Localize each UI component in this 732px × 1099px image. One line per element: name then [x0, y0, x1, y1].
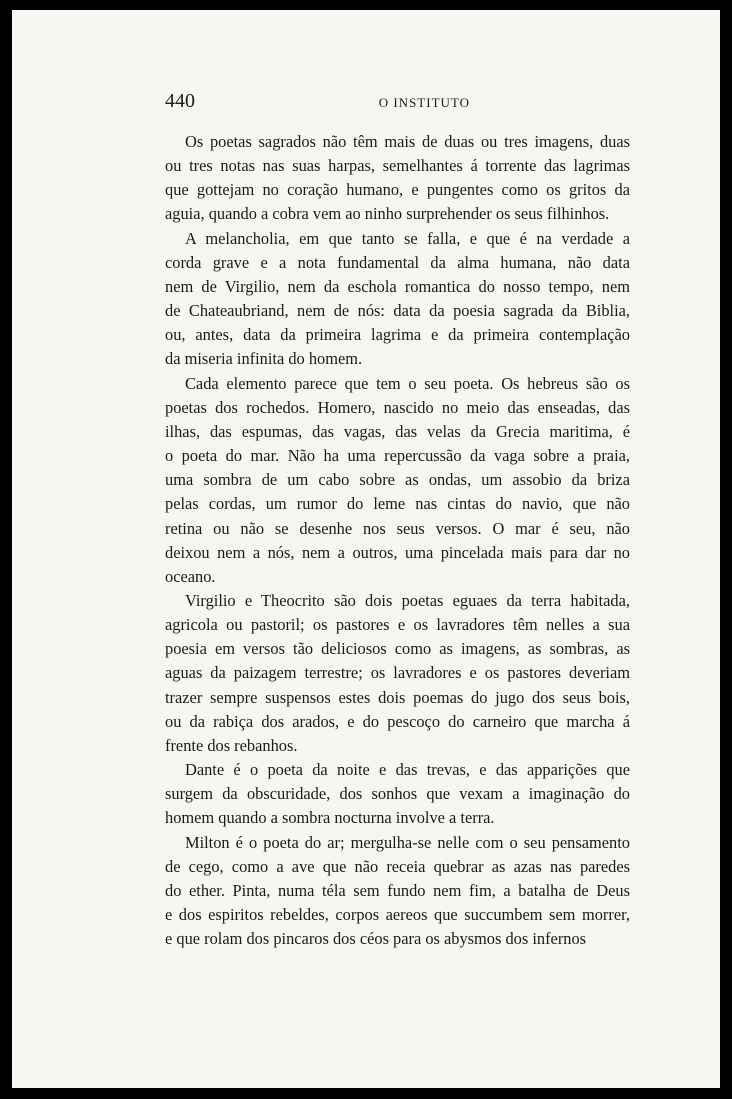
text-line: Dante é o poeta da noite e das trevas, e das apparições que — [185, 760, 630, 780]
text-line: frente dos rebanhos. — [165, 735, 298, 755]
text-line: do ether. Pinta, numa téla sem fundo nem fim, a batalha de Deus — [165, 880, 630, 900]
text-line: surgem da obscuridade, dos sonhos que vexam a imaginação do — [165, 784, 630, 804]
text-line: que gottejam no coração humano, e pungentes como os gritos da — [165, 180, 630, 200]
running-title: O INSTITUTO — [378, 95, 470, 110]
text-line: trazer sempre suspensos estes dois poemas do jugo dos seus bois, — [165, 687, 630, 707]
text-line: ou tres notas nas suas harpas, semelhantes á torrente das lagrimas — [165, 156, 630, 176]
text-line: ou, antes, data da primeira lagrima e da primeira contemplação — [165, 325, 630, 345]
text-line: poesia em versos tão deliciosos como as imagens, as sombras, as — [165, 639, 630, 659]
text-line: deixou nem a nós, nem a outros, uma pincelada mais para dar no — [165, 542, 630, 562]
text-line: e que rolam dos pincaros dos céos para os abysmos dos infernos — [165, 929, 587, 949]
text-line: Milton é o poeta do ar; mergulha-se nelle com o seu pensamento — [185, 832, 630, 852]
page-header — [165, 90, 470, 118]
text-line: nem de Virgilio, nem da eschola romantica do nosso tempo, nem — [165, 276, 630, 296]
text-line: aguia, quando a cobra vem ao ninho surprehender os seus filhinhos. — [165, 204, 610, 224]
text-line: de cego, como a ave que não receia quebrar as azas nas paredes — [165, 856, 630, 876]
paragraph — [165, 589, 630, 758]
text-line: oceano. — [165, 566, 216, 586]
text-line: aguas da paizagem terrestre; os lavradores e os pastores deveriam — [165, 663, 630, 683]
paragraph — [165, 372, 630, 589]
text-line: poetas dos rochedos. Homero, nascido no meio das enseadas, das — [165, 397, 630, 417]
paragraph — [165, 831, 630, 952]
book-page — [12, 10, 720, 1088]
text-line: Os poetas sagrados não têm mais de duas ou tres imagens, duas — [185, 132, 630, 151]
paragraph — [165, 227, 630, 372]
body-text — [165, 130, 630, 951]
text-line: ou da rabiça dos arados, e do pescoço do carneiro que marcha á — [165, 711, 630, 731]
text-line: da miseria infinita do homem. — [165, 349, 363, 369]
text-line: pelas cordas, um rumor do leme nas cintas do navio, que não — [165, 494, 630, 514]
text-line: de Chateaubriand, nem de nós: data da poesia sagrada da Biblia, — [165, 301, 630, 321]
paragraph — [165, 758, 630, 830]
text-line: o poeta do mar. Não ha uma repercussão da vaga sobre a praia, — [165, 446, 630, 466]
text-line: homem quando a sombra nocturna involve a terra. — [165, 808, 495, 828]
paragraph — [165, 130, 630, 227]
text-line: Virgilio e Theocrito são dois poetas eguaes da terra habitada, — [185, 590, 630, 610]
text-line: e dos espiritos rebeldes, corpos aereos que succumbem sem morrer, — [165, 905, 630, 924]
text-line: retina ou não se desenhe nos seus versos. O mar é seu, não — [165, 518, 630, 538]
text-line: agricola ou pastoril; os pastores e os lavradores têm nelles a sua — [165, 615, 630, 635]
text-line: A melancholia, em que tanto se falla, e que é na verdade a — [185, 228, 630, 248]
page-number: 440 — [165, 90, 195, 112]
text-line: ilhas, das espumas, das vagas, das velas da Grecia maritima, é — [165, 421, 630, 441]
text-line: Cada elemento parece que tem o seu poeta. Os hebreus são os — [185, 373, 630, 393]
text-line: uma sombra de um cabo sobre as ondas, um assobio da briza — [165, 470, 630, 490]
text-line: corda grave e a nota fundamental da alma humana, não data — [165, 252, 630, 272]
